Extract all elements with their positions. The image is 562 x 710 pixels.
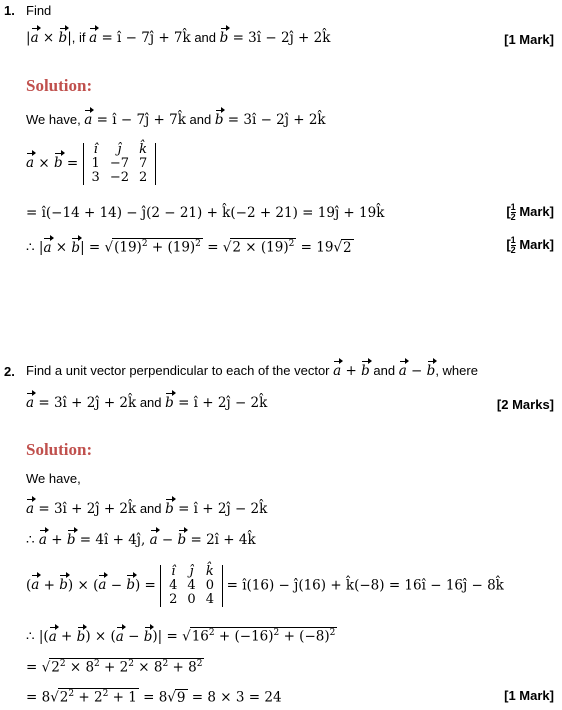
question-2-final-marks: [1 Mark] — [504, 688, 554, 703]
question-2-vectors: a = 3î + 2ĵ + 2k̂ and b = î + 2ĵ − 2k̂ — [26, 395, 268, 411]
question-2-given: a = 3î + 2ĵ + 2k̂ and b = î + 2ĵ − 2k̂ — [26, 501, 268, 517]
question-2-number: 2. — [4, 364, 15, 379]
question-1-half-mark-2: [ $\frac{1}{2}$ Mark] — [506, 235, 554, 255]
question-1-cross-determinant: a × b = î ĵ k̂ 1 −7 7 3 −2 2 — [26, 143, 156, 185]
question-2-prompt: Find a unit vector perpendicular to each of the vector a + b and a − b, where — [26, 363, 478, 379]
question-2-marks: [2 Marks] — [496, 397, 554, 412]
question-2-result: = $8√2^2 + 2^2 + 1 = 8√9 = 8 \times 3 = 24$ — [26, 689, 282, 706]
question-1-given: We have, a = î − 7ĵ + 7k̂ and b = 3î − 2ĵ + 2k̂ — [26, 112, 326, 128]
question-1-expression: |a × b|, if a = î − 7ĵ + 7k̂ and b = 3î − 2ĵ + 2k̂ — [26, 30, 331, 46]
question-1-expansion: = î(−14 + 14) − ĵ(2 − 21) + k̂(−2 + 21) = 19ĵ + 19k̂ — [26, 205, 385, 221]
question-2-we-have: We have, — [26, 471, 81, 486]
question-2-factorised: = $√2^2 \times 8^2 + 2^2 \times 8^2 + 8^2$ — [26, 659, 203, 676]
question-1-half-mark-1: [ $\frac{1}{2}$ Mark] — [506, 202, 554, 222]
question-2-solution-heading: Solution: — [26, 440, 93, 459]
question-1-magnitude: ∴ $|a \times b| = √(19)^2 + (19)^2 = √2 \times (19)^2 = 19√2$ — [26, 239, 352, 256]
question-2-cross-product: (a + b) × (a − b) = î ĵ k̂ 4 4 0 2 0 4 = î(16) − ĵ(16) + k̂(−8) = 16î − 16ĵ − 8k̂ — [26, 564, 504, 607]
question-1-number: 1. — [4, 3, 15, 18]
question-1-solution-heading: Solution: — [26, 76, 93, 95]
question-2-magnitude: ∴ $|(a + b) \times (a - b)| = √16^2 + (-16)^2 + (-8)^2$ — [26, 628, 336, 645]
question-1-marks: [1 Mark] — [504, 32, 554, 47]
question-1-prompt: Find — [26, 3, 52, 18]
question-2-sum-difference: ∴ a + b = 4î + 4ĵ, a − b = 2î + 4k̂ — [26, 532, 256, 548]
